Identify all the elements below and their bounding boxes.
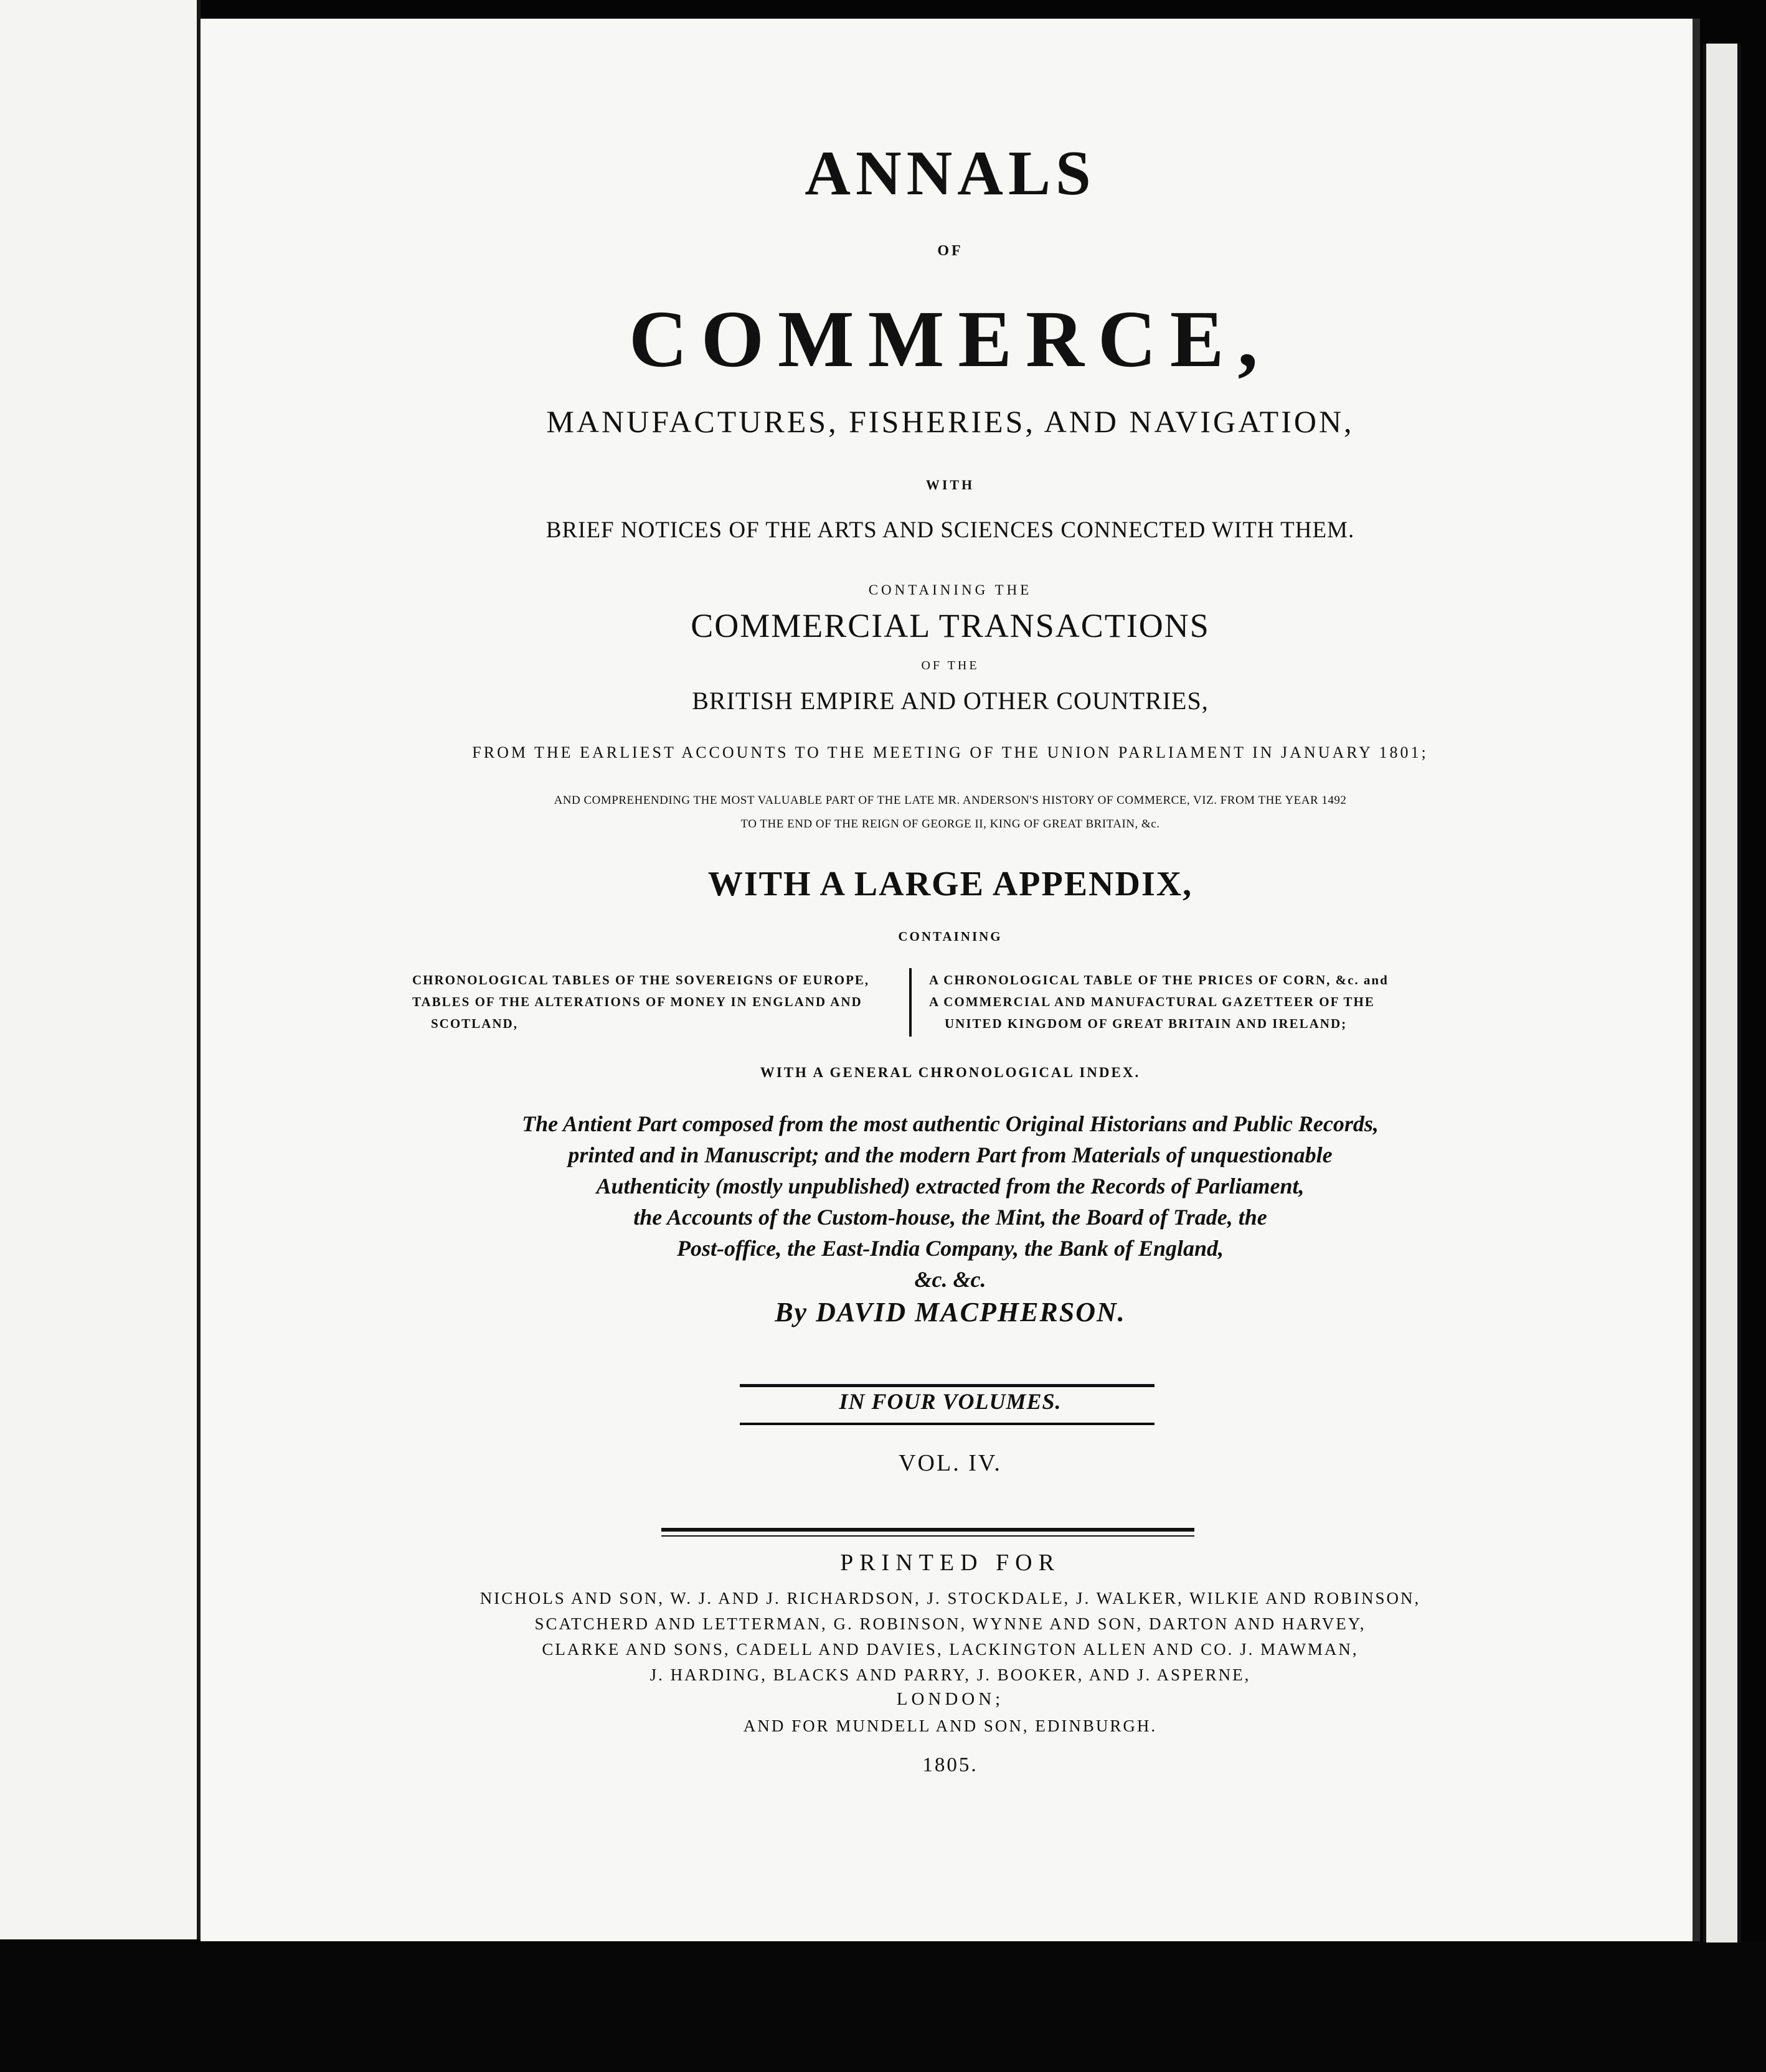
title-page [201,19,1700,1941]
imprint-city: LONDON; [896,1689,1004,1709]
printed-for-heading: PRINTED FOR [840,1550,1060,1576]
title-connector: OF [937,243,963,259]
printers-line: NICHOLS AND SON, W. J. AND J. RICHARDSON, J. STOCKDALE, J. WALKER, WILKIE AND ROBINSON, [479,1589,1421,1608]
volume-number: VOL. IV. [899,1450,1002,1476]
appendix-heading: WITH A LARGE APPENDIX, [707,865,1193,903]
book-subject: COMMERCE, [628,294,1272,384]
description-line: The Antient Part composed from the most authentic Original Historians and Public Records, [522,1111,1379,1136]
appendix-contents-right [929,969,1614,1035]
appendix-item: A COMMERCIAL AND MANUFACTURAL GAZETTEER OF THE [929,994,1375,1009]
of-the-label: OF THE [921,659,980,672]
with-label: WITH [925,477,975,492]
description-line: the Accounts of the Custom-house, the Mint, the Board of Trade, the [633,1205,1267,1230]
printers-line: J. HARDING, BLACKS AND PARRY, J. BOOKER, AND J. ASPERNE, [649,1665,1251,1684]
description-line: printed and in Manuscript; and the modern Part from Materials of unquestionable [568,1142,1333,1167]
anderson-note-line: AND COMPREHENDING THE MOST VALUABLE PART OF THE LATE MR. ANDERSON'S HISTORY OF COMMERCE, VIZ. FROM THE YEAR 1492 [554,794,1347,807]
commercial-transactions: COMMERCIAL TRANSACTIONS [691,607,1210,644]
british-empire: BRITISH EMPIRE AND OTHER COUNTRIES, [692,687,1209,715]
edinburgh-imprint: AND FOR MUNDELL AND SON, EDINBURGH. [743,1716,1158,1735]
description-line: &c. &c. [914,1267,986,1292]
brief-notices: BRIEF NOTICES OF THE ARTS AND SCIENCES CONNECTED WITH THEM. [545,517,1355,543]
printers-line: SCATCHERD AND LETTERMAN, G. ROBINSON, WYNNE AND SON, DARTON AND HARVEY, [534,1614,1366,1633]
scan-bottom-shadow [0,1942,1766,2072]
appendix-item: CHRONOLOGICAL TABLES OF THE SOVEREIGNS OF EUROPE, [412,972,870,987]
publication-year: 1805. [922,1754,978,1776]
appendix-item: A CHRONOLOGICAL TABLE OF THE PRICES OF CORN, &c. and [929,972,1389,987]
author-line: By DAVID MACPHERSON. [775,1297,1126,1327]
volumes-count: IN FOUR VOLUMES. [839,1389,1062,1414]
period-statement: FROM THE EARLIEST ACCOUNTS TO THE MEETING OF THE UNION PARLIAMENT IN JANUARY 1801; [472,743,1428,761]
page-edge-right [1703,44,1741,1942]
appendix-item: UNITED KINGDOM OF GREAT BRITAIN AND IRELAND; [945,1016,1348,1031]
rule-divider [740,1423,1155,1425]
column-divider [909,968,912,1037]
containing-label: CONTAINING [898,929,1003,944]
anderson-note-line: TO THE END OF THE REIGN OF GEORGE II, KING OF GREAT BRITAIN, &c. [740,817,1160,831]
description-line: Post-office, the East-India Company, the Bank of England, [676,1236,1224,1261]
appendix-item: SCOTLAND, [431,1016,518,1031]
description-paragraph [201,1108,1700,1295]
facing-page-edge [0,0,201,1939]
double-rule [661,1535,1194,1537]
general-index: WITH A GENERAL CHRONOLOGICAL INDEX. [760,1065,1141,1080]
rule-divider [740,1384,1155,1387]
printers-line: CLARKE AND SONS, CADELL AND DAVIES, LACKINGTON ALLEN AND CO. J. MAWMAN, [542,1640,1359,1659]
subtitle: MANUFACTURES, FISHERIES, AND NAVIGATION, [546,404,1354,439]
description-line: Authenticity (mostly unpublished) extracted from the Records of Parliament, [596,1174,1305,1198]
containing-the-label: CONTAINING THE [868,582,1032,598]
double-rule [661,1528,1194,1532]
book-title: ANNALS [805,138,1096,209]
appendix-item: TABLES OF THE ALTERATIONS OF MONEY IN ENGLAND AND [412,994,862,1009]
